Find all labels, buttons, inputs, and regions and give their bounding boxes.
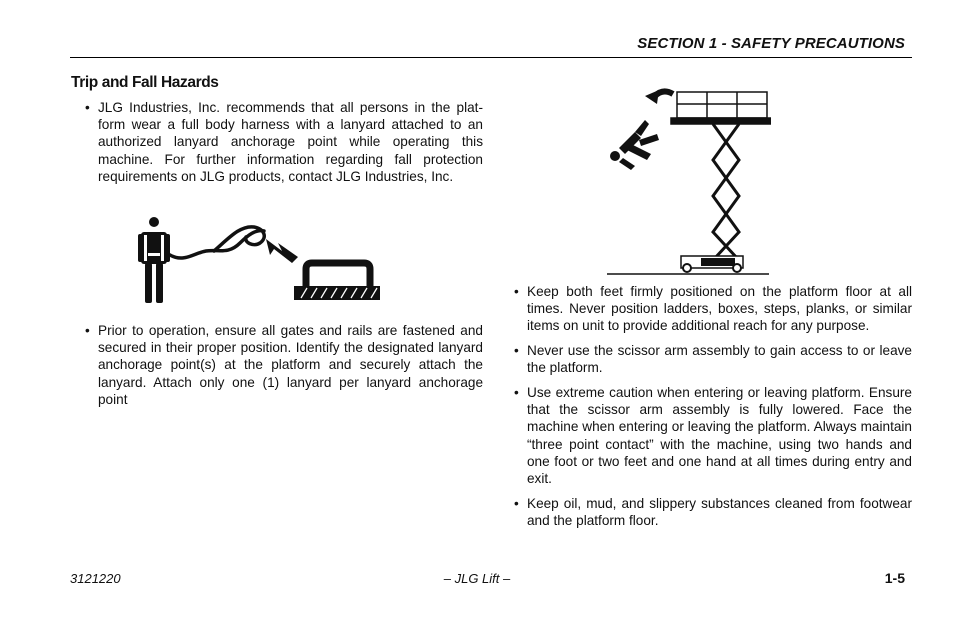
- lift-base-icon: [681, 256, 743, 272]
- harness-lanyard-illustration: [136, 213, 380, 305]
- bullet-gates-rails: • Prior to operation, ensure all gates and rails are fastened and secured in their proper position. Identify the designated lanyard anchorage point(s) at the platform and securely attach the lanyard. Attach only one (1) lanyard per lanyard anchorage point: [85, 322, 483, 408]
- header-rule: [70, 57, 912, 58]
- bullet-feet-platform: • Keep both feet firmly positioned on the platform floor at all times. Never position ladders, boxes, steps, planks, or similar items on unit to provide additional reach for any purpose.: [514, 283, 912, 335]
- section-header: SECTION 1 - SAFETY PRECAUTIONS: [637, 35, 905, 52]
- right-column: [514, 283, 912, 537]
- left-column-bottom: [85, 322, 483, 408]
- footer-page-number: 1-5: [884, 570, 905, 586]
- bullet-scissor-arm: • Never use the scissor arm assembly to gain access to or leave the platform.: [514, 342, 912, 376]
- scissor-lift-illustration: [605, 84, 771, 276]
- platform-icon: [671, 92, 771, 124]
- footer-center: – JLG Lift –: [443, 571, 511, 586]
- left-column-top: [85, 99, 483, 185]
- falling-person-icon: [610, 120, 659, 170]
- curved-arrow-icon: [645, 90, 673, 104]
- bullet-slippery: • Keep oil, mud, and slippery substances cleaned from footwear and the platform floor.: [514, 495, 912, 529]
- arrow-down-right-icon: [266, 239, 298, 263]
- anchorage-point-icon: [294, 263, 380, 300]
- lanyard-icon: [170, 227, 264, 258]
- footer-doc-number: 3121220: [70, 571, 121, 586]
- bullet-harness: • JLG Industries, Inc. recommends that all persons in the platform wear a full body harness with a lanyard attached to an authorized lanyard anchorage point while operating this machine. For further information regarding fall protection requirements on JLG products, contact JLG Industries, Inc.: [85, 99, 483, 185]
- scissor-arms-icon: [713, 124, 739, 258]
- section-title: Trip and Fall Hazards: [71, 74, 219, 91]
- bullet-entering-leaving: • Use extreme caution when entering or leaving platform. Ensure that the scissor arm assembly is fully lowered. Face the machine when entering or leaving the platform. Always maintain “three point contact” with the machine, using two hands and one foot or two feet and one hand at all times during entry and exit.: [514, 384, 912, 487]
- person-harness-icon: [138, 217, 170, 303]
